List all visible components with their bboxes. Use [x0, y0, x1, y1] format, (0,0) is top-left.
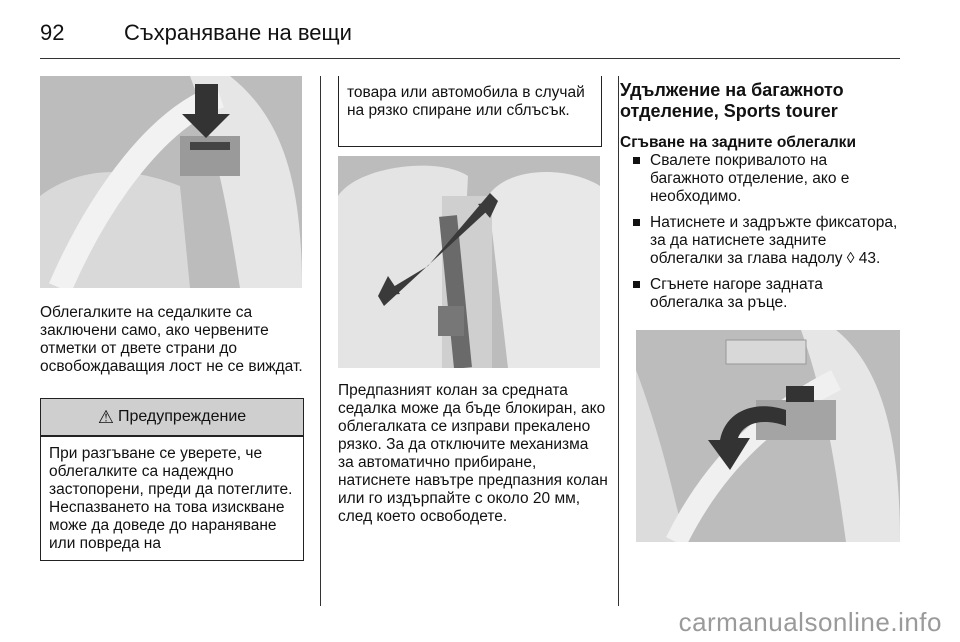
list-item: Натиснете и задръжте фиксатора, за да натиснете задните облегалки за глава надолу ◊ 43. — [620, 214, 900, 268]
bullet-square-icon — [633, 281, 640, 288]
bullet-square-icon — [633, 157, 640, 164]
bullet-square-icon — [633, 219, 640, 226]
warning-triangle-icon: ⚠ — [97, 406, 114, 427]
subsection-heading: Сгъване на задните облегалки — [620, 134, 856, 151]
seatback-lock-illustration — [40, 76, 302, 288]
warning-box — [40, 398, 304, 561]
warning-body: При разгъване се уверете, че облегалките са надеждно застопорени, преди да потеглите. Неспазването на това изискване може да доведе до нараняване или повреда на — [49, 445, 293, 552]
warning-title: Предупреждение — [117, 408, 247, 425]
warning-continued-text: товара или автомобила в случай на рязко спиране или сблъсък. — [347, 84, 585, 119]
warning-continued-box — [338, 76, 602, 147]
page-header — [40, 14, 920, 54]
center-belt-illustration — [338, 156, 600, 368]
header-rule — [40, 58, 900, 59]
belt-caption: Предпазният колан за средната седалка може да бъде блокиран, ако облегалката се изправи прекалено рязко. За да отключите механизма за автоматично прибиране, натиснете навътре предпазния колан или го издърпайте с около 20 мм, след което освободете. — [338, 382, 608, 525]
armrest-fold-illustration — [636, 330, 900, 542]
instruction-list — [620, 152, 900, 320]
column-divider — [618, 76, 619, 606]
list-item: Свалете покривалото на багажното отделение, ако е необходимо. — [620, 152, 900, 206]
warning-header — [41, 398, 303, 437]
lock-caption: Облегалките на седалките са заключени само, ако червените отметки от двете страни до освобождаващия лост не се виждат. — [40, 304, 303, 375]
column-divider — [320, 76, 321, 606]
page-number: 92 — [40, 20, 65, 45]
section-title: Съхраняване на вещи — [124, 20, 352, 45]
section-heading: Удължение на багажното отделение, Sports tourer — [620, 80, 844, 121]
watermark: carmanualsonline.info — [678, 607, 942, 637]
list-item: Сгънете нагоре задната облегалка за ръце. — [620, 276, 900, 312]
